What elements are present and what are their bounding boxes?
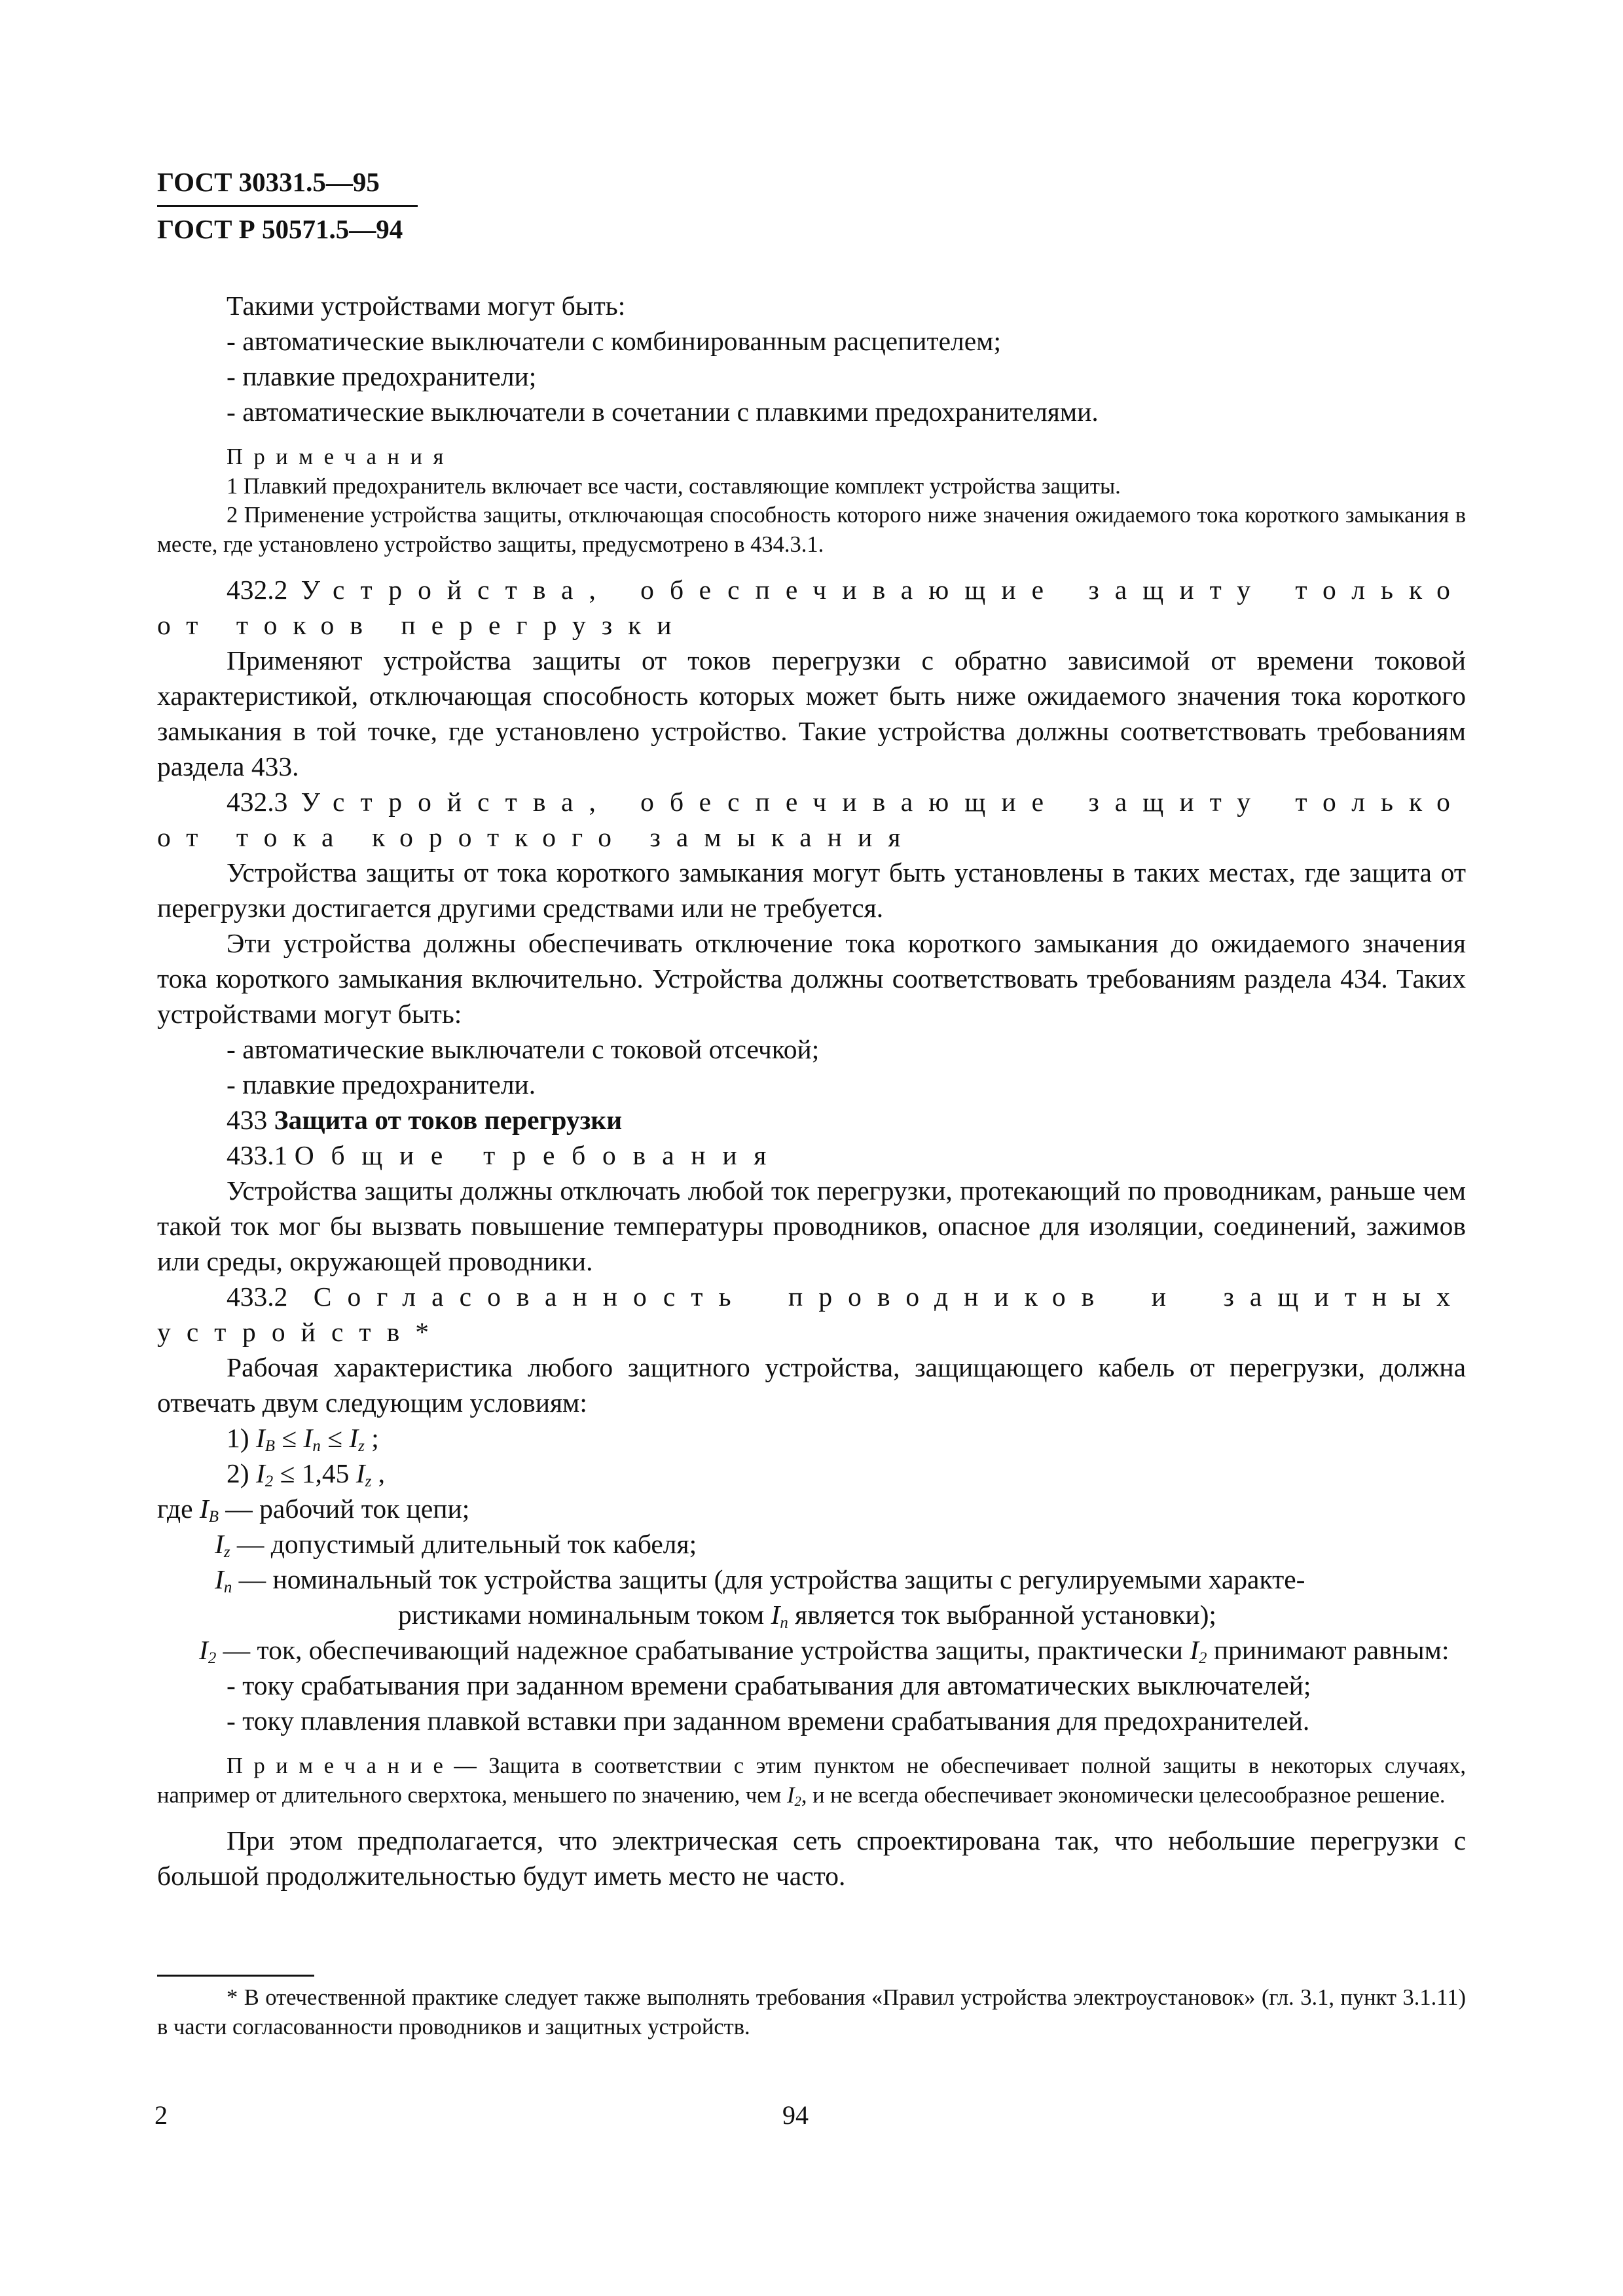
footnote [157, 1983, 1466, 2042]
header-rule [157, 205, 418, 207]
intro-text: Такими устройствами могут быть: [227, 291, 626, 321]
note-2: 2 Применение устройства защиты, отключающая способность которого ниже значения ожидаемого тока короткого замыкания в месте, где установлено устройство защиты, предусмотрено в 434.3.1. [157, 503, 1466, 557]
section-432-2-text: Применяют устройства защиты от токов перегрузки с обратно зависимой от времени токовой характеристикой, отключающая способность которых может быть ниже ожидаемого значения тока короткого замыкания в той точке, где установлено устройство. Такие устройства должны соответствовать требованиям раздела 433. [157, 645, 1466, 781]
definition-in-continued: ристиками номинальным током $I_n$ является ток выбранной установки); [398, 1600, 1216, 1632]
section-433-heading: 433 Защита от токов перегрузки [227, 1105, 623, 1135]
definition-i2: $I_2$ — ток, обеспечивающий надежное срабатывание устройства защиты, практически $I_2$ принимают равным: [199, 1635, 1450, 1668]
section-432-3-para-1: Устройства защиты от тока короткого замыкания могут быть установлены в таких местах, где защита от перегрузки достигается другими средствами или не требуется. [157, 857, 1466, 923]
list1-item-3: - автоматические выключатели в сочетании с плавкими предохранителями. [227, 397, 1099, 427]
document-body [157, 288, 1466, 1893]
page-number-left: 2 [155, 2100, 168, 2130]
note-1: 1 Плавкий предохранитель включает все части, составляющие комплект устройства защиты. [227, 473, 1121, 499]
section-432-3-heading: 432.3 Устройства, обеспечивающие защиту только от тока короткого замыкания [157, 787, 1467, 852]
condition-1-formula: 1) $I_B \le I_n \le I_z$ ; [227, 1423, 379, 1456]
section-433-2-heading: 433.2 Согласованность проводников и защитных устройств* [157, 1282, 1466, 1347]
section-432-3-para-2: Эти устройства должны обеспечивать отключение тока короткого замыкания до ожидаемого значения тока короткого замыкания включительно. Устройства должны соответствовать требованиям раздела 434. Таких устройствами могут быть: [157, 928, 1466, 1029]
definition-in: $I_n$ — номинальный ток устройства защиты (для устройства защиты с регулируемыми характе- [215, 1564, 1305, 1597]
definition-iz: $I_z$ — допустимый длительный ток кабеля; [215, 1529, 697, 1562]
section-433-1-heading: 433.1 Общие требования [227, 1140, 784, 1170]
page-number-center: 94 [782, 2100, 809, 2130]
section-433-2-text: Рабочая характеристика любого защитного устройства, защищающего кабель от перегрузки, должна отвечать двум следующим условиям: [157, 1352, 1466, 1418]
section-433-1-text: Устройства защиты должны отключать любой ток перегрузки, протекающий по проводникам, раньше чем такой ток мог бы вызвать повышение температуры проводников, опасное для изоляции, соединений, зажимов или среды, окружающей проводники. [157, 1175, 1466, 1276]
list1-item-2: - плавкие предохранители; [227, 361, 537, 391]
footnote-rule [157, 1975, 314, 1977]
list2-item-1: - автоматические выключатели с токовой отсечкой; [227, 1034, 820, 1064]
final-paragraph: При этом предполагается, что электрическая сеть спроектирована так, что небольшие перегрузки с большой продолжительностью будут иметь место не часто. [157, 1825, 1466, 1891]
definition-ib: где $I_B$ — рабочий ток цепи; [157, 1494, 470, 1526]
list2-item-2: - плавкие предохранители. [227, 1069, 536, 1100]
condition-2-formula: 2) $I_2 \le 1,45$ $I_z$ , [227, 1458, 386, 1491]
footnote-text: * В отечественной практике следует также выполнять требования «Правил устройства электроустановок» (гл. 3.1, пункт 3.1.11) в части согласованности проводников и защитных устройств. [157, 1985, 1466, 2039]
list1-item-1: - автоматические выключатели с комбинированным расцепителем; [227, 326, 1001, 356]
notes-title: Примечания [227, 444, 454, 469]
note-3: Примечание— Защита в соответствии с этим пунктом не обеспечивает полной защиты в некоторых случаях, например от длительного сверхтока, меньшего по значению, чем $I_2$, и не всегда обеспечивает экономически целесообразное решение. [157, 1753, 1466, 1809]
document-code-1: ГОСТ 30331.5—95 [157, 167, 380, 197]
list3-item-2: - току плавления плавкой вставки при заданном времени срабатывания для предохранителей. [227, 1706, 1310, 1736]
document-code-2: ГОСТ Р 50571.5—94 [157, 214, 403, 244]
section-432-2-heading: 432.2 Устройства, обеспечивающие защиту только от токов перегрузки [157, 575, 1467, 640]
list3-item-1: - току срабатывания при заданном времени срабатывания для автоматических выключателей; [227, 1670, 1311, 1700]
